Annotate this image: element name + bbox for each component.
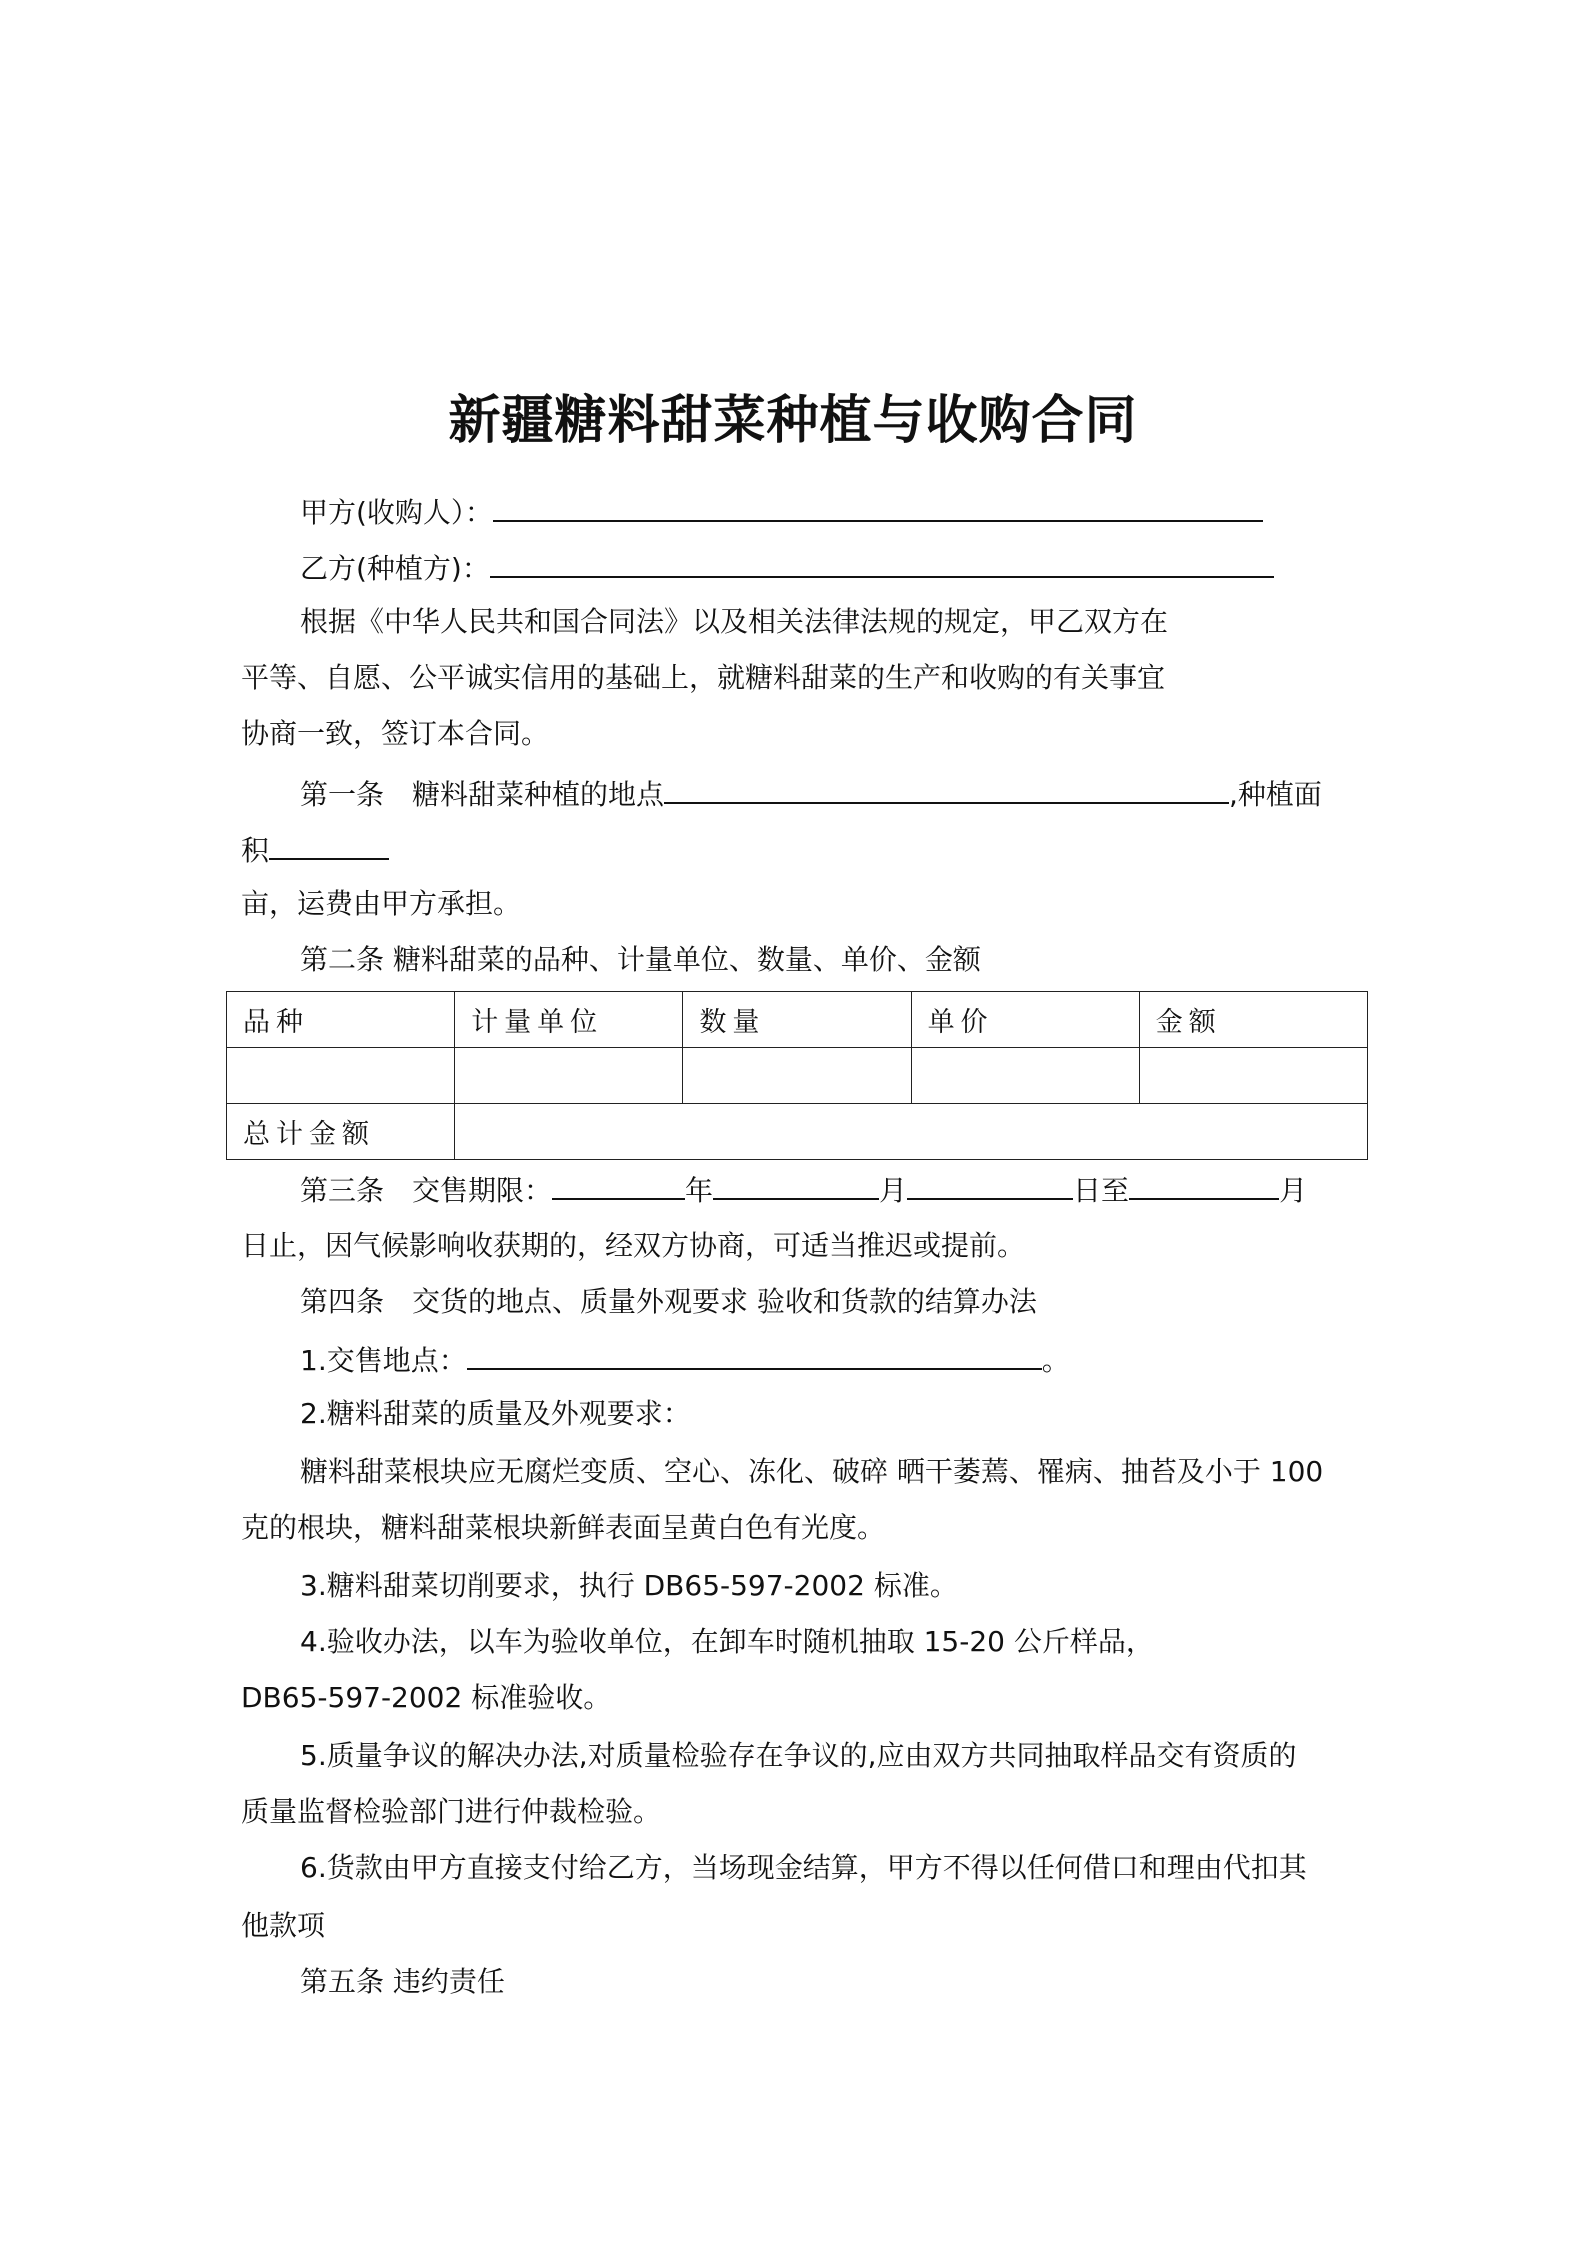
article4-item4-2: DB65-597-2002 标准验收。 <box>241 1681 612 1714</box>
table-header-cell: 数量 <box>683 992 911 1048</box>
article4-item1-label: 1.交售地点： <box>300 1344 467 1377</box>
article4-location-blank[interactable] <box>467 1338 1042 1370</box>
table-header-cell: 单价 <box>911 992 1139 1048</box>
article1-freight: 亩，运费由甲方承担。 <box>241 887 522 920</box>
article4-item1-line <box>300 1338 1070 1381</box>
article3-day-to: 日至 <box>1073 1174 1130 1207</box>
article4-head: 第四条 交货的地点、质量外观要求 验收和货款的结算办法 <box>300 1285 1037 1318</box>
table-cell[interactable] <box>911 1048 1139 1104</box>
article3-year-blank[interactable] <box>552 1168 685 1200</box>
article5-head: 第五条 违约责任 <box>300 1965 505 1998</box>
table-cell[interactable] <box>1139 1048 1367 1104</box>
article3-month2-blank[interactable] <box>1129 1168 1279 1200</box>
article4-item5-2: 质量监督检验部门进行仲裁检验。 <box>241 1795 662 1828</box>
article3-month2: 月 <box>1279 1174 1308 1207</box>
article4-item2: 2.糖料甜菜的质量及外观要求： <box>300 1397 691 1430</box>
article2-head: 第二条 糖料甜菜的品种、计量单位、数量、单价、金额 <box>300 943 981 976</box>
article1-line <box>300 772 1322 815</box>
article4-item2-body-2: 克的根块，糖料甜菜根块新鲜表面呈黄白色有光度。 <box>241 1511 886 1544</box>
article1-area-blank[interactable] <box>269 828 389 860</box>
article3-line-2: 日止，因气候影响收获期的，经双方协商，可适当推迟或提前。 <box>241 1229 1026 1262</box>
table-cell[interactable] <box>455 1048 683 1104</box>
table-cell[interactable] <box>683 1048 911 1104</box>
article4-item4-1: 4.验收办法，以车为验收单位，在卸车时随机抽取 15-20 公斤样品， <box>300 1625 1154 1658</box>
table-total-label: 总计金额 <box>227 1104 455 1160</box>
article3-line <box>300 1168 1307 1211</box>
party-b-blank[interactable] <box>490 546 1274 578</box>
table-total-value[interactable] <box>455 1104 1368 1160</box>
document-title: 新疆糖料甜菜种植与收购合同 <box>448 391 1138 451</box>
article3-year: 年 <box>685 1174 714 1207</box>
article1-location-blank[interactable] <box>664 772 1229 804</box>
table-row <box>227 1048 1368 1104</box>
table-header-cell: 金额 <box>1139 992 1367 1048</box>
party-b-label: 乙方(种植方)： <box>300 552 490 585</box>
party-a-blank[interactable] <box>493 490 1263 522</box>
article1-tail: ,种植面 <box>1229 778 1322 811</box>
party-b-line <box>300 546 1274 589</box>
article1-head: 第一条 糖料甜菜种植的地点 <box>300 778 665 811</box>
table-header-row <box>227 992 1368 1048</box>
table-total-row <box>227 1104 1368 1160</box>
article3-month-blank[interactable] <box>713 1168 879 1200</box>
table-header-cell: 品种 <box>227 992 455 1048</box>
article4-item5-1: 5.质量争议的解决办法,对质量检验存在争议的,应由双方共同抽取样品交有资质的 <box>300 1739 1297 1772</box>
article1-area-label: 积 <box>241 834 270 867</box>
party-a-label: 甲方(收购人）： <box>300 496 493 529</box>
article4-item6-1: 6.货款由甲方直接支付给乙方，当场现金结算，甲方不得以任何借口和理由代扣其 <box>300 1851 1307 1884</box>
article1-area-line <box>241 828 389 871</box>
article4-item2-body-1: 糖料甜菜根块应无腐烂变质、空心、冻化、破碎 晒干萎蔫、罹病、抽苔及小于 100 <box>300 1455 1324 1488</box>
intro-line-3: 协商一致，签订本合同。 <box>241 717 550 750</box>
table-header-cell: 计量单位 <box>455 992 683 1048</box>
intro-line-1: 根据《中华人民共和国合同法》以及相关法律法规的规定，甲乙双方在 <box>300 605 1169 638</box>
intro-line-2: 平等、自愿、公平诚实信用的基础上，就糖料甜菜的生产和收购的有关事宜 <box>241 661 1166 694</box>
article3-month: 月 <box>879 1174 908 1207</box>
party-a-line <box>300 490 1263 533</box>
article4-item1-end: 。 <box>1041 1344 1070 1377</box>
article4-item3: 3.糖料甜菜切削要求，执行 DB65-597-2002 标准。 <box>300 1569 958 1602</box>
article2-table <box>226 991 1368 1160</box>
table-cell[interactable] <box>227 1048 455 1104</box>
article4-item6-2: 他款项 <box>241 1909 326 1942</box>
article3-head: 第三条 交售期限： <box>300 1174 553 1207</box>
article3-day-blank[interactable] <box>907 1168 1073 1200</box>
